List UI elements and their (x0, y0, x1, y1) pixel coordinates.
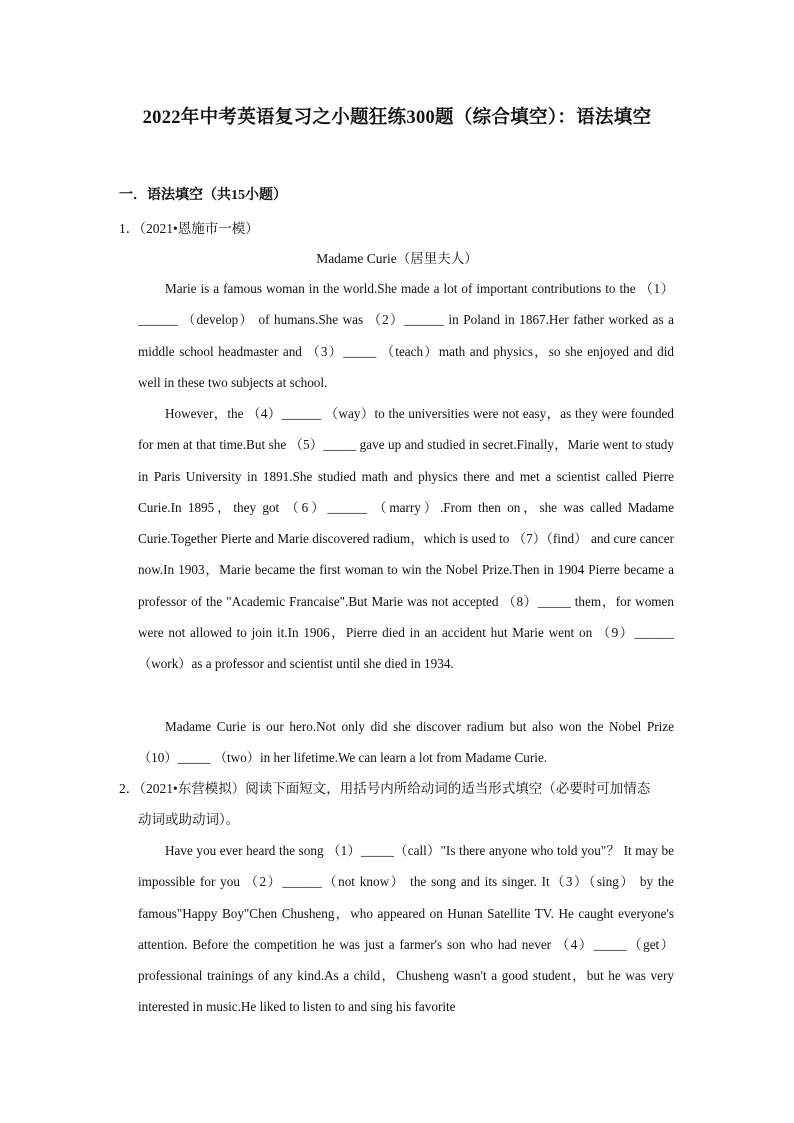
passage-title: Madame Curie（居里夫人） (316, 251, 478, 266)
q2-paragraph-1: Have you ever heard the song （1）_____（call）"Is there anyone who told you"？ It may be impossible for you （2）______（not know） the song and its singer. It（3）（sing） by the famous"Happy Boy"Chen Chusheng，who appeared on Hunan Satellite TV. He caught everyone's attention. Before the competition he was just a farmer's son who had never （4）_____（get）professional trainings of any kind.As a child，Chusheng wasn't a good student，but he was very interested in music.He liked to listen to and sing his favorite (138, 843, 674, 1015)
section-heading: 一．语法填空（共15小题） (119, 188, 287, 203)
document-title: 2022年中考英语复习之小题狂练300题（综合填空）：语法填空 (142, 108, 652, 128)
question-2-header-line2: 动词或助动词）。 (138, 812, 240, 828)
q1-paragraph-2: However，the （4）______ （way）to the universities were not easy，as they were founded for men at that time.But she （5）_____ gave up and studied in secret.Finally，Marie went to study in Paris University in 1891.She studied math and physics there and met a scientist called Pierre Curie.In 1895，they got （6）______ （marry）.From then on，she was called Madame Curie.Together Pierte and Marie discovered radium，which is used to （7）（find） and cure cancer now.In 1903，Marie became the first woman to win the Nobel Prize.Then in 1904 Pierre became a professor of the "Academic Francaise".But Marie was not accepted （8）_____ them，for women were not allowed to join it.In 1906，Pierre died in an accident hut Marie went on （9）______ （work）as a professor and scientist until she died in 1934. (138, 406, 674, 672)
question-2-header (119, 773, 674, 836)
q1-paragraph-1: Marie is a famous woman in the world.She made a lot of important contributions to the （1）______ （develop） of humans.She was （2）______ in Poland in 1867.Her father worked as a middle school headmaster and （3）_____ （teach）math and physics，so she enjoyed and did well in these two subjects at school. (138, 281, 674, 390)
q1-paragraph-3: Madame Curie is our hero.Not only did she discover radium but also won the Nobel Prize （10）_____ （two）in her lifetime.We can learn a lot from Madame Curie. (138, 719, 674, 766)
question-1-header: 1．（2021•恩施市一模） (119, 221, 259, 236)
question-2-header-line1: 2．（2021•东营模拟）阅读下面短文，用括号内所给动词的适当形式填空（必要时可加情态 (119, 781, 651, 796)
